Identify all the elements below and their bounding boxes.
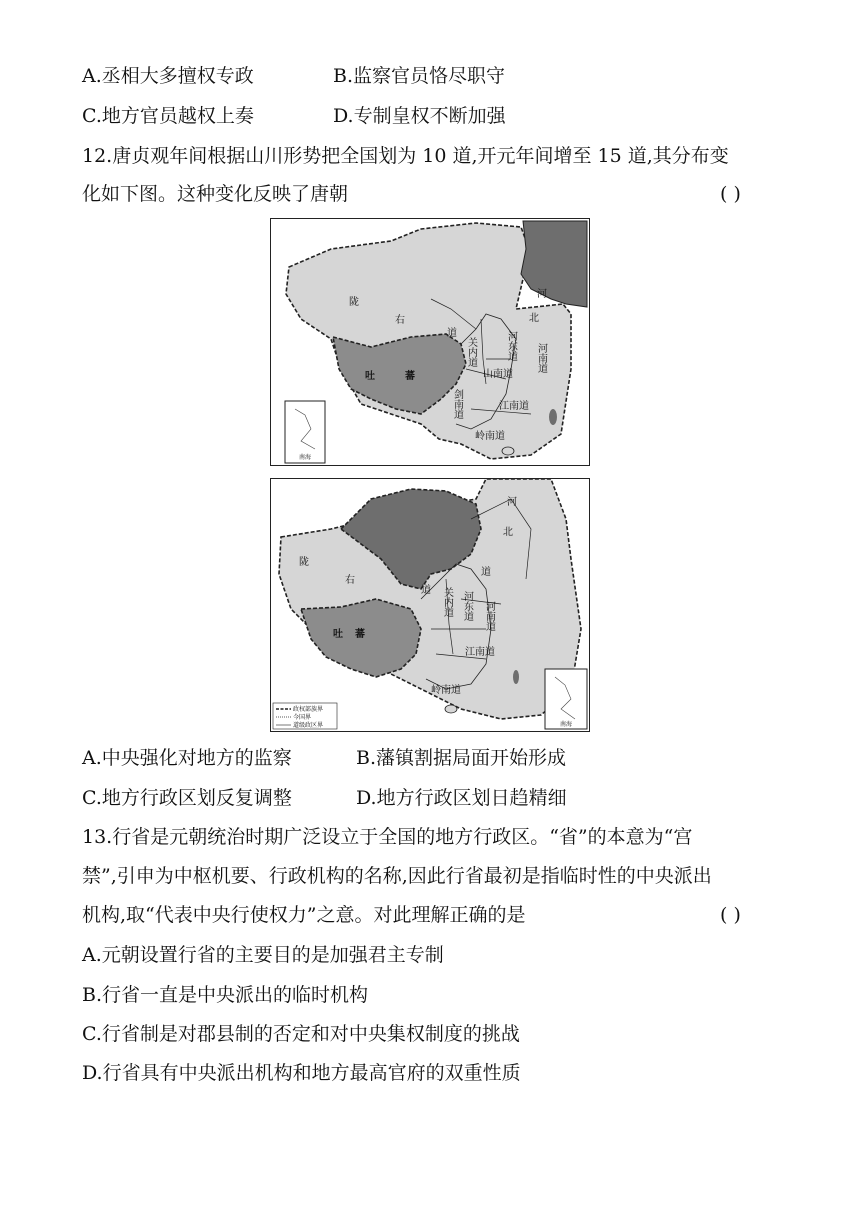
q12-option-d[interactable]: D.地方行政区划日趋精细 <box>356 787 567 809</box>
map2-label-guannei: 关内道 <box>441 587 453 617</box>
map-kaiyuan <box>270 478 590 732</box>
q13-stem-line-3: 机构,取“代表中央行使权力”之意。对此理解正确的是 <box>82 904 526 926</box>
map2-label-you: 右 <box>345 575 355 586</box>
map1-label-lingnan: 岭南道 <box>475 431 505 442</box>
map1-label-shannan: 山南道 <box>483 369 513 380</box>
q13-option-b[interactable]: B.行省一直是中央派出的临时机构 <box>82 984 369 1006</box>
legend-label-regime: 政权部族界 <box>293 706 324 713</box>
map2-label-dao: 道 <box>421 585 431 596</box>
map-zhenguan <box>270 218 590 466</box>
map1-label-you: 右 <box>395 315 405 326</box>
q12-stem-line-1: 12.唐贞观年间根据山川形势把全国划为 10 道,开元年间增至 15 道,其分布变 <box>82 145 729 167</box>
q13-answer-paren[interactable]: ( ) <box>720 904 741 926</box>
map2-label-jiangnan: 江南道 <box>465 647 495 658</box>
map1-label-long: 陇 <box>349 297 359 308</box>
q13-option-c[interactable]: C.行省制是对郡县制的否定和对中央集权制度的挑战 <box>82 1023 520 1045</box>
map1-label-jiannan: 剑南道 <box>451 389 463 419</box>
map1-label-bei: 北 <box>529 313 539 324</box>
map2-label-lingnan: 岭南道 <box>431 685 461 696</box>
legend-label-national: 今国界 <box>293 714 312 721</box>
q11-option-c[interactable]: C.地方官员越权上奏 <box>82 105 254 127</box>
q13-stem-line-1: 13.行省是元朝统治时期广泛设立于全国的地方行政区。“省”的本意为“宫 <box>82 826 693 848</box>
q12-option-c[interactable]: C.地方行政区划反复调整 <box>82 787 292 809</box>
q13-option-a[interactable]: A.元朝设置行省的主要目的是加强君主专制 <box>82 944 444 966</box>
map2-label-he: 河 <box>507 497 517 508</box>
q12-option-a[interactable]: A.中央强化对地方的监察 <box>82 747 292 769</box>
map-kaiyuan-svg <box>271 479 589 731</box>
q13-stem-line-2: 禁”,引申为中枢机要、行政机构的名称,因此行省最初是指临时性的中央派出 <box>82 865 712 887</box>
q11-option-a[interactable]: A.丞相大多擅权专政 <box>82 65 254 87</box>
map2-label-bo: 蕃 <box>355 629 365 640</box>
map1-label-bo: 蕃 <box>405 371 415 382</box>
map2-label-hedong: 河东道 <box>461 591 473 621</box>
map-zhenguan-svg <box>271 219 589 465</box>
q13-option-d[interactable]: D.行省具有中央派出机构和地方最高官府的双重性质 <box>82 1062 521 1084</box>
q12-option-b[interactable]: B.藩镇割据局面开始形成 <box>356 747 567 769</box>
map1-label-jiangnan: 江南道 <box>499 401 529 412</box>
map2-inset-label: 南海 <box>559 721 573 728</box>
map1-label-dao: 道 <box>447 328 457 339</box>
map1-label-hedong: 河东道 <box>505 331 517 361</box>
q12-answer-paren[interactable]: ( ) <box>720 183 741 205</box>
map1-label-henan: 河南道 <box>535 343 547 373</box>
map2-label-tu: 吐 <box>333 629 343 640</box>
legend-label-circuit: 道级政区界 <box>293 722 324 729</box>
q11-option-d[interactable]: D.专制皇权不断加强 <box>333 105 506 127</box>
q12-stem-line-2: 化如下图。这种变化反映了唐朝 <box>82 183 349 205</box>
map2-label-long: 陇 <box>299 557 309 568</box>
map1-label-tu: 吐 <box>365 371 375 382</box>
map1-label-he: 河 <box>537 289 547 300</box>
map1-label-guannei: 关内道 <box>465 337 477 367</box>
map2-label-bei: 北 <box>503 527 513 538</box>
map2-label-dao2: 道 <box>481 567 491 578</box>
map2-label-henan: 河南道 <box>483 601 495 631</box>
map1-inset-label: 南海 <box>298 454 312 461</box>
q11-option-b[interactable]: B.监察官员恪尽职守 <box>333 65 506 87</box>
